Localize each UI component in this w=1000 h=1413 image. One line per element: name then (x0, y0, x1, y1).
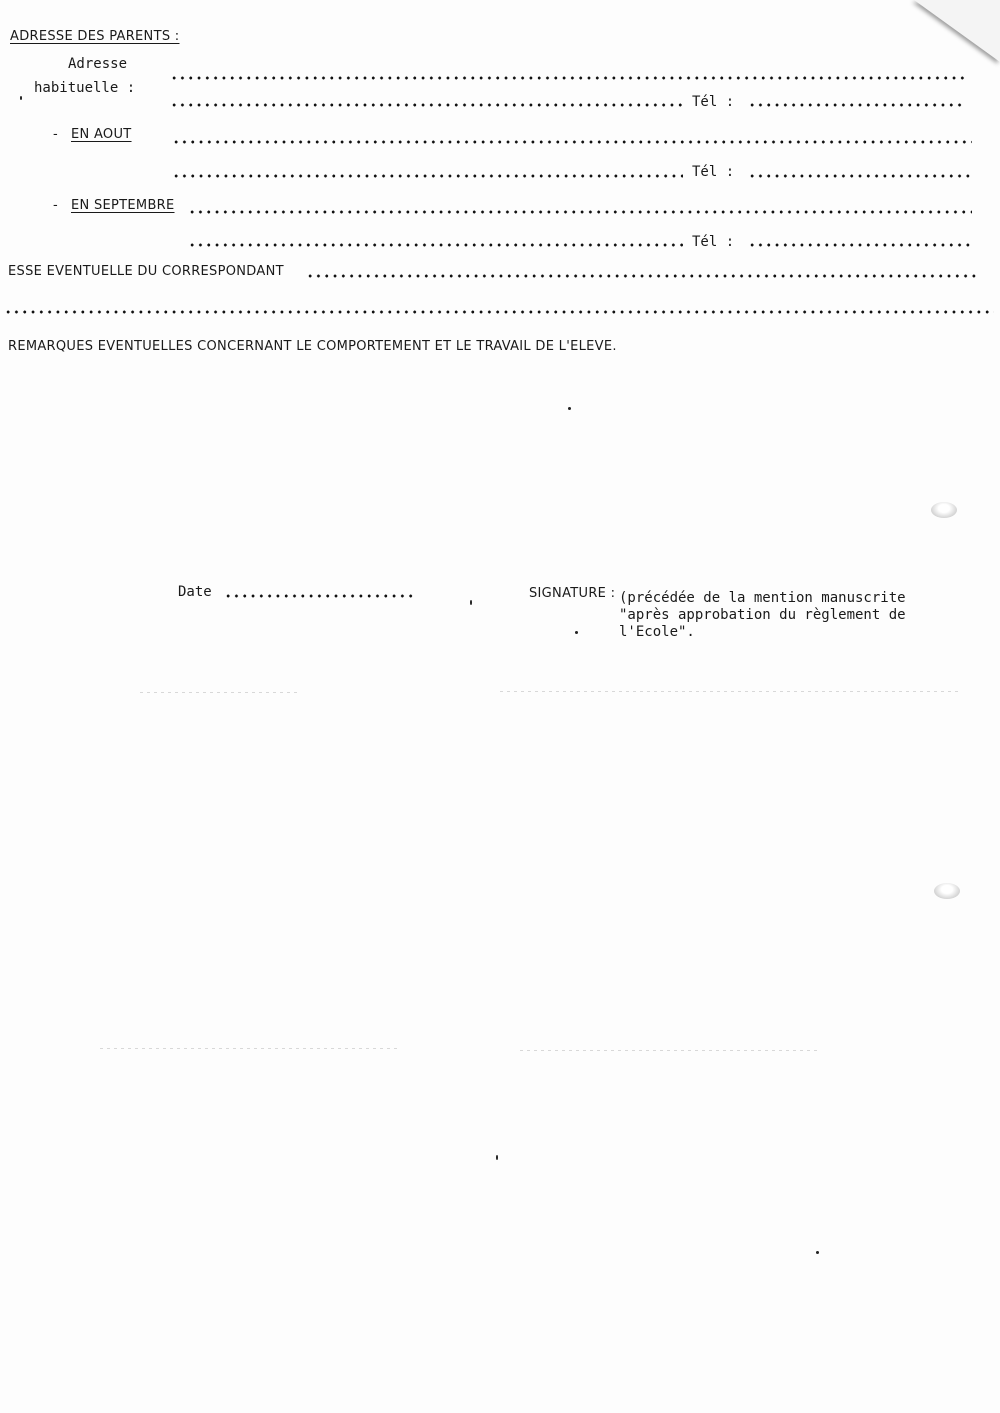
speck (575, 631, 578, 634)
tel-septembre-field[interactable] (748, 243, 972, 247)
adresse-aout-field-1[interactable] (172, 140, 972, 144)
tel-label-habituelle: Tél : (692, 94, 735, 110)
speck (568, 407, 571, 410)
septembre-dash: - (53, 198, 58, 213)
tel-aout-field[interactable] (748, 174, 972, 178)
mention-line-1: (précédée de la mention manuscrite (619, 590, 906, 606)
section-title-parents: ADRESSE DES PARENTS : (10, 29, 180, 44)
folded-corner (914, 0, 1000, 62)
speck (496, 1155, 498, 1160)
correspondant-field-2[interactable] (4, 310, 994, 314)
tel-label-aout: Tél : (692, 164, 735, 180)
aout-label: EN AOUT (71, 127, 132, 142)
bleed-through-line (500, 691, 960, 692)
adresse-septembre-field-2[interactable] (188, 243, 683, 247)
speck (470, 600, 472, 605)
adresse-habituelle-field-2[interactable] (170, 103, 683, 107)
signature-label: SIGNATURE : (529, 586, 616, 601)
adresse-label-line1: Adresse (68, 56, 128, 72)
correspondant-label: ESSE EVENTUELLE DU CORRESPONDANT (8, 264, 284, 279)
punch-hole-bottom (934, 883, 960, 899)
tel-habituelle-field[interactable] (748, 103, 966, 107)
remarques-area[interactable] (8, 362, 968, 562)
adresse-septembre-field-1[interactable] (188, 210, 972, 214)
signature-area[interactable] (520, 640, 940, 750)
bleed-through-line (100, 1048, 400, 1049)
septembre-label: EN SEPTEMBRE (71, 198, 175, 213)
speck (20, 96, 22, 100)
correspondant-field-1[interactable] (306, 274, 978, 278)
bleed-through-line (140, 692, 300, 693)
adresse-label-line2: habituelle : (34, 80, 136, 96)
tel-label-septembre: Tél : (692, 234, 735, 250)
mention-line-3: l'Ecole". (619, 624, 695, 640)
mention-line-2: "après approbation du règlement de (619, 607, 906, 623)
date-label: Date (178, 584, 212, 600)
aout-dash: - (53, 127, 58, 142)
speck (816, 1251, 819, 1254)
adresse-aout-field-2[interactable] (172, 174, 683, 178)
date-field[interactable] (224, 594, 416, 598)
adresse-habituelle-field-1[interactable] (170, 76, 966, 80)
remarques-label: REMARQUES EVENTUELLES CONCERNANT LE COMPORTEMENT ET LE TRAVAIL DE L'ELEVE. (8, 339, 617, 354)
bleed-through-line (520, 1050, 820, 1051)
